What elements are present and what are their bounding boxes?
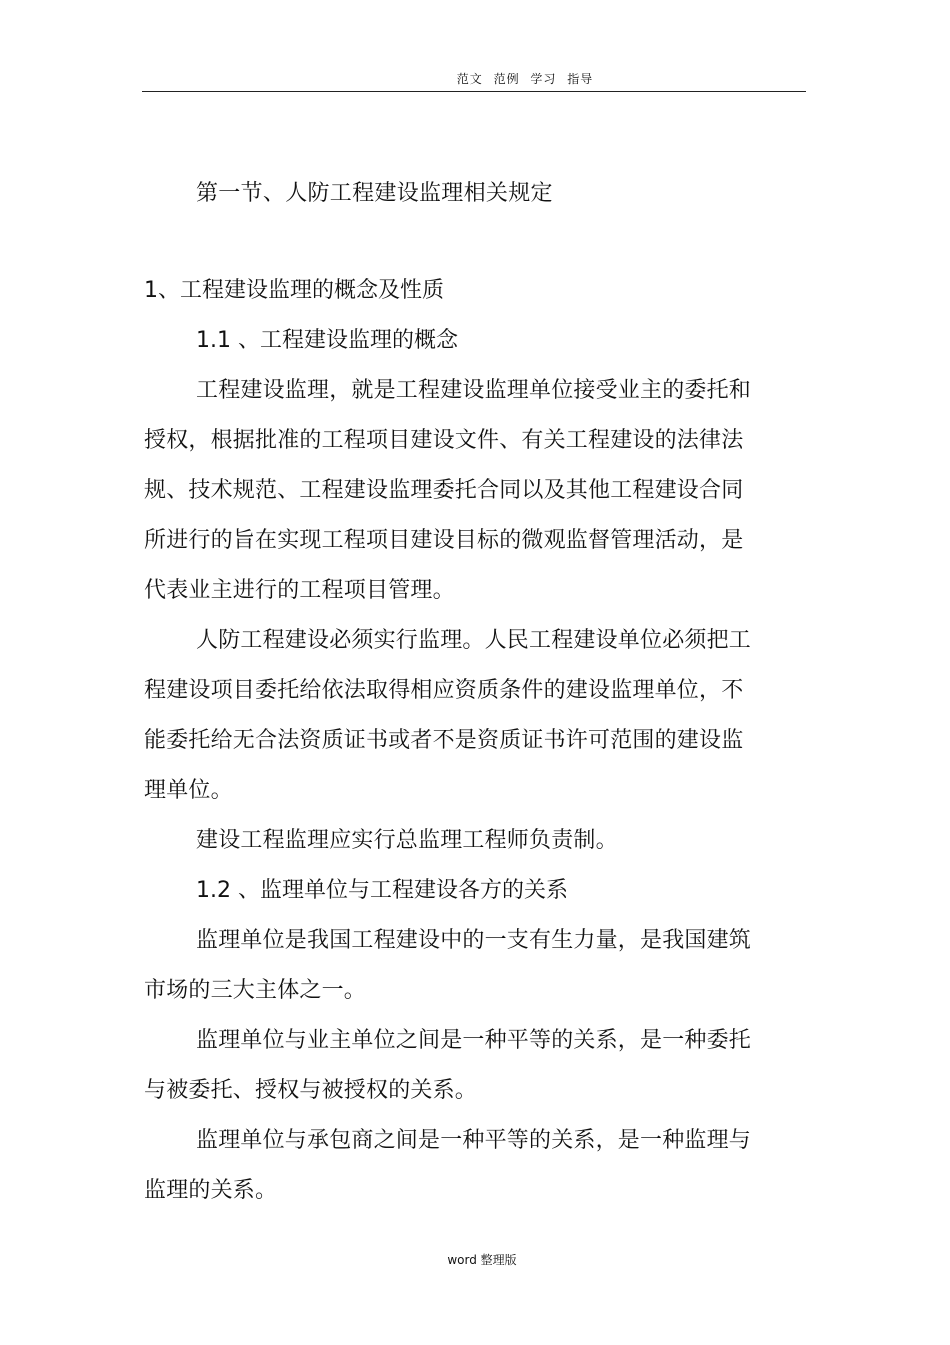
header-divider <box>142 91 806 92</box>
paragraph: 监理单位与业主单位之间是一种平等的关系，是一种委托与被委托、授权与被授权的关系。 <box>144 1028 752 1103</box>
paragraph: 人防工程建设必须实行监理。人民工程建设单位必须把工程建设项目委托给依法取得相应资质条件的建设监理单位，不能委托给无合法资质证书或者不是资质证书许可范围的建设监理单位。 <box>144 628 752 803</box>
section-title: 第一节、人防工程建设监理相关规定 <box>196 181 553 206</box>
paragraph: 工程建设监理，就是工程建设监理单位接受业主的委托和授权，根据批准的工程项目建设文件、有关工程建设的法律法规、技术规范、工程建设监理委托合同以及其他工程建设合同所进行的旨在实现工程项目建设目标的微观监督管理活动，是代表业主进行的工程项目管理。 <box>144 378 752 603</box>
page-footer: word 整理版 <box>447 1253 517 1267</box>
page-header: 范文 范例 学习 指导 <box>456 72 594 86</box>
heading-1-2: 1.2 、监理单位与工程建设各方的关系 <box>196 878 568 903</box>
paragraph: 监理单位是我国工程建设中的一支有生力量，是我国建筑市场的三大主体之一。 <box>144 928 752 1003</box>
document-body <box>144 266 754 1216</box>
paragraph: 建设工程监理应实行总监理工程师负责制。 <box>196 828 618 853</box>
heading-1: 1、工程建设监理的概念及性质 <box>144 278 444 303</box>
heading-1-1: 1.1 、工程建设监理的概念 <box>196 328 458 353</box>
paragraph: 监理单位与承包商之间是一种平等的关系，是一种监理与监理的关系。 <box>144 1128 752 1203</box>
